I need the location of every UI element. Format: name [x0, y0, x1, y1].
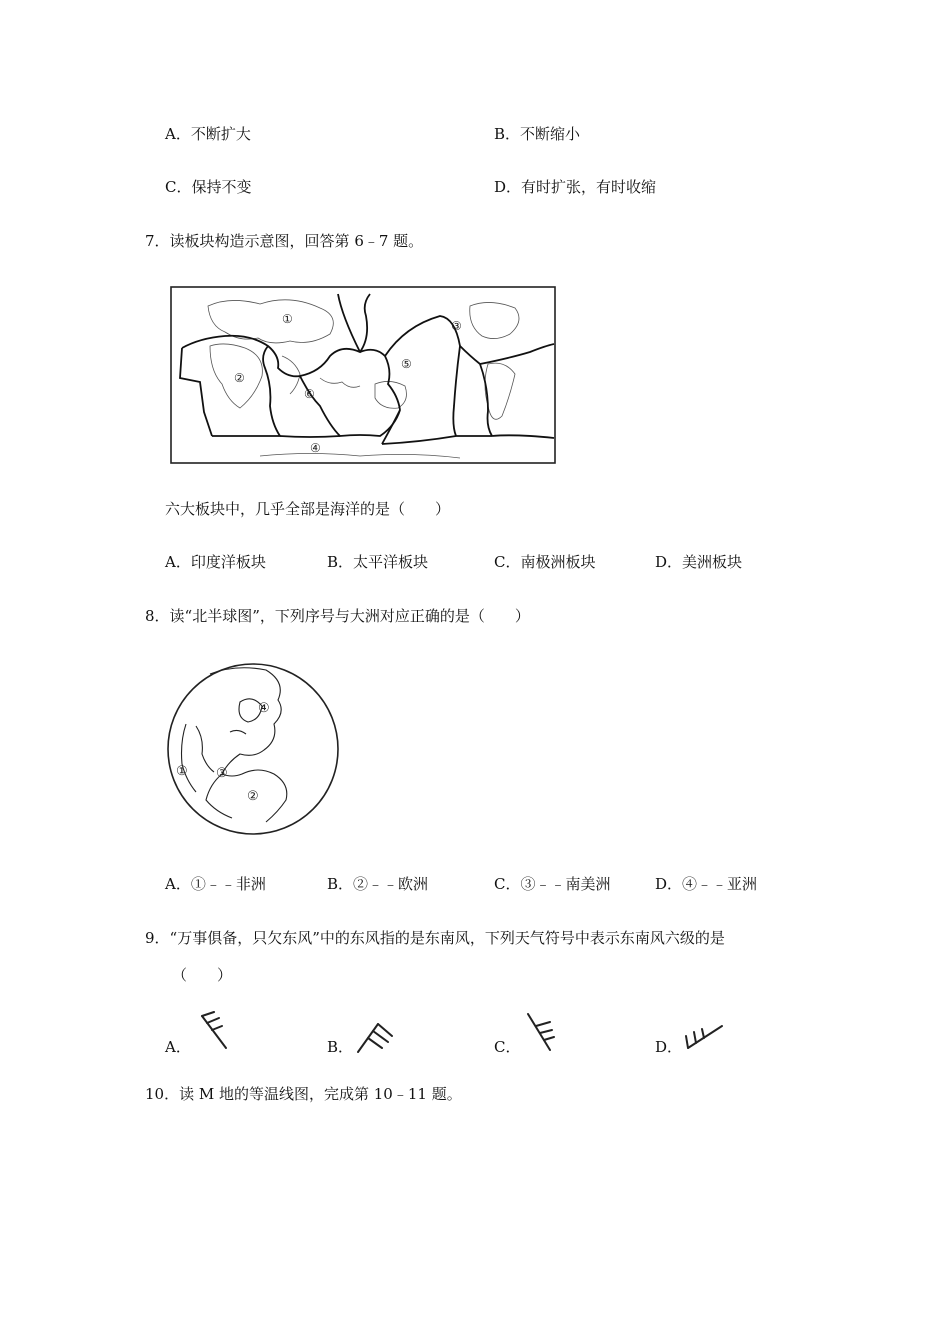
option-label: C．	[494, 875, 521, 893]
plate-label-3: ③	[451, 319, 462, 333]
q7-option-a	[165, 552, 266, 572]
q9-answer-paren: （ ）	[172, 966, 233, 984]
q7-option-d	[655, 552, 742, 572]
option-text: ②﹣﹣欧洲	[353, 875, 429, 893]
continent-label-2: ②	[247, 789, 259, 804]
q7-option-c	[494, 552, 596, 572]
q8-option-a	[165, 874, 266, 894]
option-label: B．	[494, 125, 521, 143]
plate-tectonics-map	[170, 286, 556, 464]
q9-option-a-label: A．	[165, 1038, 191, 1056]
wind-symbol-d-icon	[684, 1024, 724, 1054]
option-text: 太平洋板块	[353, 553, 429, 571]
option-text: 不断扩大	[190, 125, 251, 143]
q8-stem: 8．读“北半球图”，下列序号与大洲对应正确的是（ ）	[145, 607, 530, 625]
option-text: ①﹣﹣非洲	[190, 875, 266, 893]
option-label: A．	[165, 125, 191, 143]
q9-option-b-label: B．	[327, 1038, 354, 1056]
option-text: 印度洋板块	[190, 553, 266, 571]
plate-label-6: ⑥	[304, 387, 315, 401]
continent-label-3: ③	[216, 766, 228, 781]
option-text: 美洲板块	[682, 553, 743, 571]
q9-option-c-label: C．	[494, 1038, 521, 1056]
option-text: 不断缩小	[520, 125, 581, 143]
plate-label-2: ②	[234, 371, 245, 385]
q6-option-c	[165, 177, 252, 197]
q8-option-d	[655, 874, 757, 894]
q6-option-b	[494, 124, 580, 144]
q9-option-d-label: D．	[655, 1038, 683, 1056]
wind-symbol-a-icon	[198, 1012, 230, 1052]
option-label: A．	[165, 875, 191, 893]
plate-label-4: ④	[310, 441, 321, 455]
q7-stem: 7．读板块构造示意图，回答第 6﹣7 题。	[145, 232, 424, 250]
q6-option-a	[165, 124, 251, 144]
option-label: D．	[655, 553, 683, 571]
option-text: ③﹣﹣南美洲	[520, 875, 611, 893]
wind-symbol-b-icon	[356, 1020, 398, 1054]
wind-symbol-c-icon	[524, 1012, 558, 1054]
q7-question: 六大板块中，几乎全部是海洋的是（ ）	[165, 500, 451, 518]
q9-stem: 9．“万事俱备，只欠东风”中的东风指的是东南风，下列天气符号中表示东南风六级的是	[145, 929, 725, 947]
option-text: 保持不变	[191, 178, 252, 196]
q8-option-b	[327, 874, 428, 894]
plate-label-1: ①	[282, 312, 293, 326]
option-label: D．	[494, 178, 522, 196]
q8-option-c	[494, 874, 611, 894]
continent-label-4: ④	[258, 701, 270, 716]
option-label: D．	[655, 875, 683, 893]
option-text: ④﹣﹣亚洲	[682, 875, 758, 893]
option-text: 南极洲板块	[520, 553, 596, 571]
q10-stem: 10．读 M 地的等温线图，完成第 10﹣11 题。	[145, 1085, 462, 1103]
plate-label-5: ⑤	[401, 357, 412, 371]
option-label: B．	[327, 875, 354, 893]
option-label: C．	[494, 553, 521, 571]
option-label: A．	[165, 553, 191, 571]
continent-label-1: ①	[176, 764, 188, 779]
option-label: C．	[165, 178, 192, 196]
option-label: B．	[327, 553, 354, 571]
option-text: 有时扩张，有时收缩	[521, 178, 657, 196]
q7-option-b	[327, 552, 428, 572]
q6-option-d	[494, 177, 656, 197]
northern-hemisphere-map	[166, 662, 340, 836]
